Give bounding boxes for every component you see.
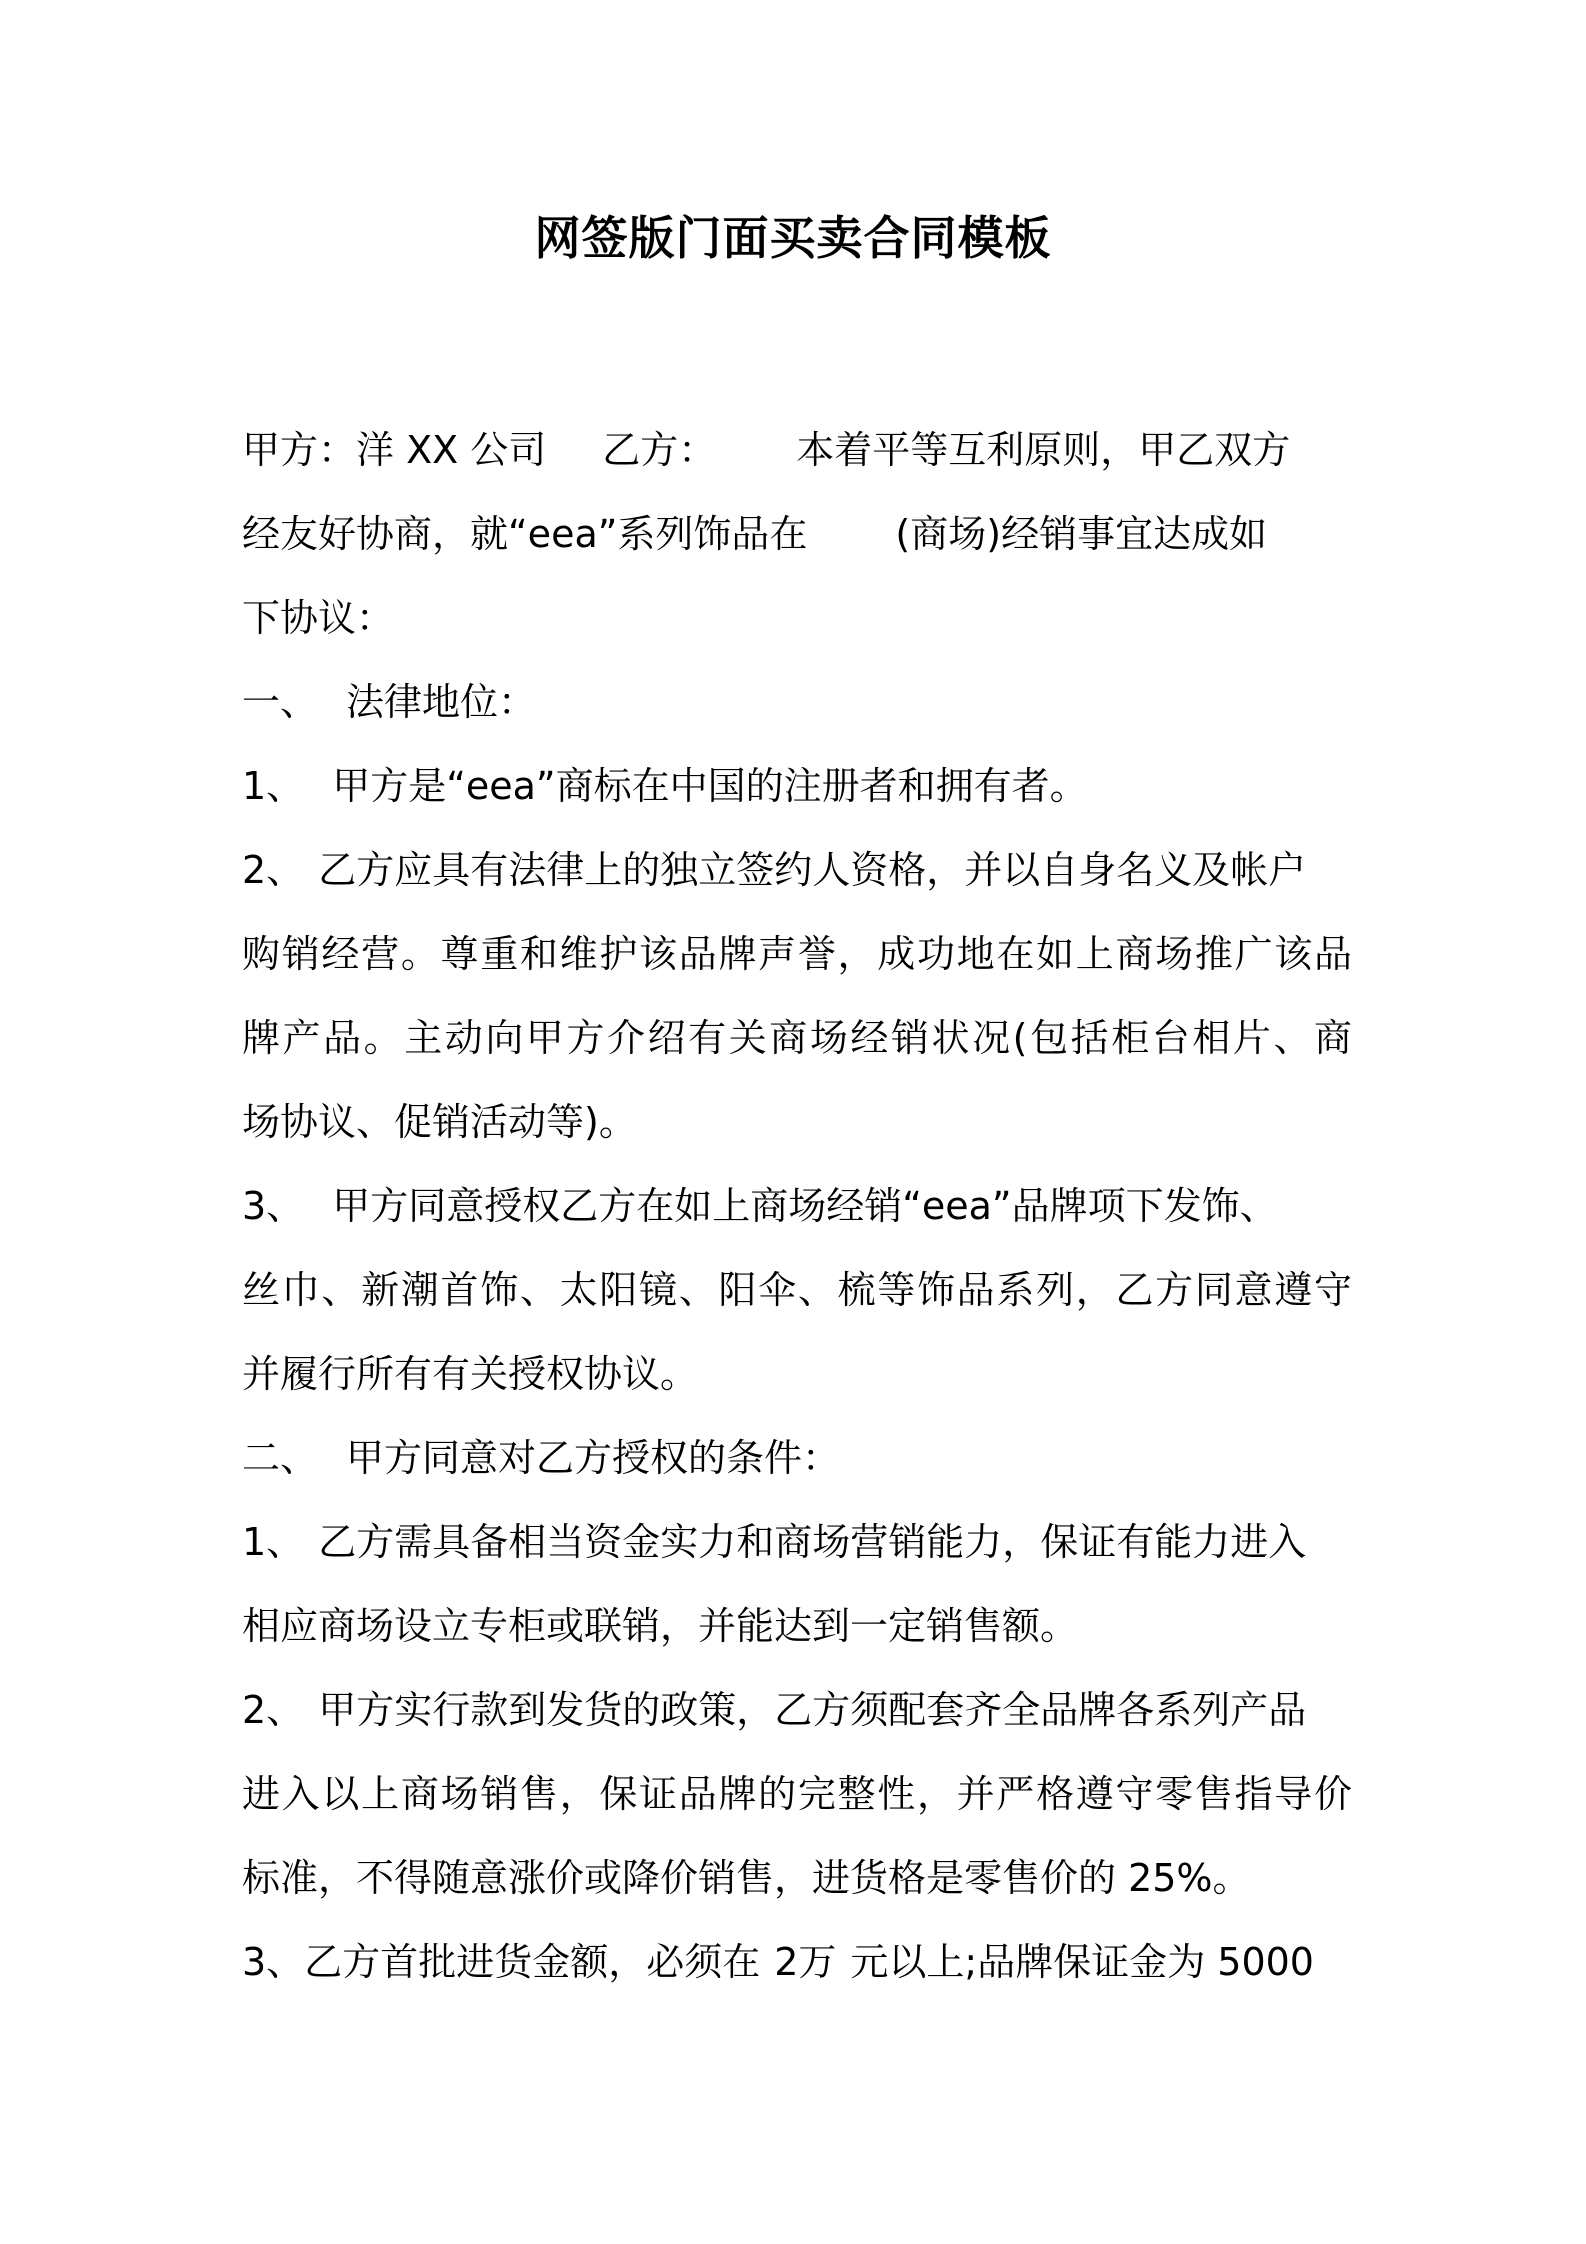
section-1-item-2-line-1 <box>242 828 1352 912</box>
section-2-item-1-line-2: 相应商场设立专柜或联销，并能达到一定销售额。 <box>242 1604 1079 1648</box>
section-1-item-3-num: 3、 <box>242 1184 305 1228</box>
section-2-heading-num: 二、 <box>242 1436 319 1480</box>
document-body <box>242 408 1352 2004</box>
party-b-label: 乙方： <box>602 428 717 472</box>
section-1-item-1-line-1 <box>242 744 1352 828</box>
section-1-item-3-text-1: 甲方同意授权乙方在如上商场经销“eea”品牌项下发饰、 <box>332 1184 1278 1228</box>
section-2-item-1-text-1: 乙方需具备相当资金实力和商场营销能力，保证有能力进入 <box>318 1520 1307 1564</box>
section-2-item-2-text-1: 甲方实行款到发货的政策，乙方须配套齐全品牌各系列产品 <box>318 1688 1307 1732</box>
intro-line-1 <box>242 408 1352 492</box>
section-2-item-3-num: 3、 <box>242 1940 305 1984</box>
intro-line-1-rest: 本着平等互利原则，甲乙双方 <box>796 428 1291 472</box>
intro-line-2-b: (商场)经销事宜达成如 <box>895 512 1268 556</box>
section-2-item-1-line-1 <box>242 1500 1352 1584</box>
section-1-item-2-num: 2、 <box>242 848 305 892</box>
section-2-item-1-num: 1、 <box>242 1520 305 1564</box>
section-2-item-2-line-3: 标准，不得随意涨价或降价销售，进货格是零售价的 25%。 <box>242 1856 1251 1900</box>
section-2-heading <box>242 1416 1352 1500</box>
section-1-item-2-line-3: 牌产品。主动向甲方介绍有关商场经销状况(包括柜台相片、商 <box>242 1016 1352 1060</box>
section-2-item-2-line-2: 进入以上商场销售，保证品牌的完整性，并严格遵守零售指导价 <box>242 1772 1352 1816</box>
document-title: 网签版门面买卖合同模板 <box>534 211 1052 265</box>
intro-line-3: 下协议： <box>242 596 395 640</box>
section-1-item-3-line-1 <box>242 1164 1352 1248</box>
section-1-heading-text: 法律地位： <box>346 680 537 724</box>
section-2-heading-text: 甲方同意对乙方授权的条件： <box>346 1436 841 1480</box>
section-1-item-1-num: 1、 <box>242 764 305 808</box>
section-1-item-2-line-2: 购销经营。尊重和维护该品牌声誉，成功地在如上商场推广该品 <box>242 932 1352 976</box>
intro-line-2 <box>242 492 1352 576</box>
intro-line-2-a: 经友好协商，就“eea”系列饰品在 <box>242 512 808 556</box>
section-2-item-3-text-b: 元以上;品牌保证金为 5000 <box>850 1940 1314 1984</box>
section-1-item-3-line-2: 丝巾、新潮首饰、太阳镜、阳伞、梳等饰品系列，乙方同意遵守 <box>242 1268 1352 1312</box>
party-a-label: 甲方： <box>242 428 357 472</box>
section-2-item-3-line-1 <box>242 1920 1352 2004</box>
party-a-value: 洋 XX 公司 <box>356 428 547 472</box>
section-1-heading <box>242 660 1352 744</box>
section-1-heading-num: 一、 <box>242 680 319 724</box>
section-1-item-2-line-4: 场协议、促销活动等)。 <box>242 1100 637 1144</box>
section-2-item-2-num: 2、 <box>242 1688 305 1732</box>
section-2-item-3-text-a: 乙方首批进货金额，必须在 <box>304 1940 761 1984</box>
section-2-item-3-amount: 2万 <box>774 1940 837 1984</box>
section-1-item-2-text-1: 乙方应具有法律上的独立签约人资格，并以自身名义及帐户 <box>318 848 1307 892</box>
section-2-item-2-line-1 <box>242 1668 1352 1752</box>
section-1-item-1-text: 甲方是“eea”商标在中国的注册者和拥有者。 <box>332 764 1088 808</box>
section-1-item-3-line-3: 并履行所有有关授权协议。 <box>242 1352 699 1396</box>
